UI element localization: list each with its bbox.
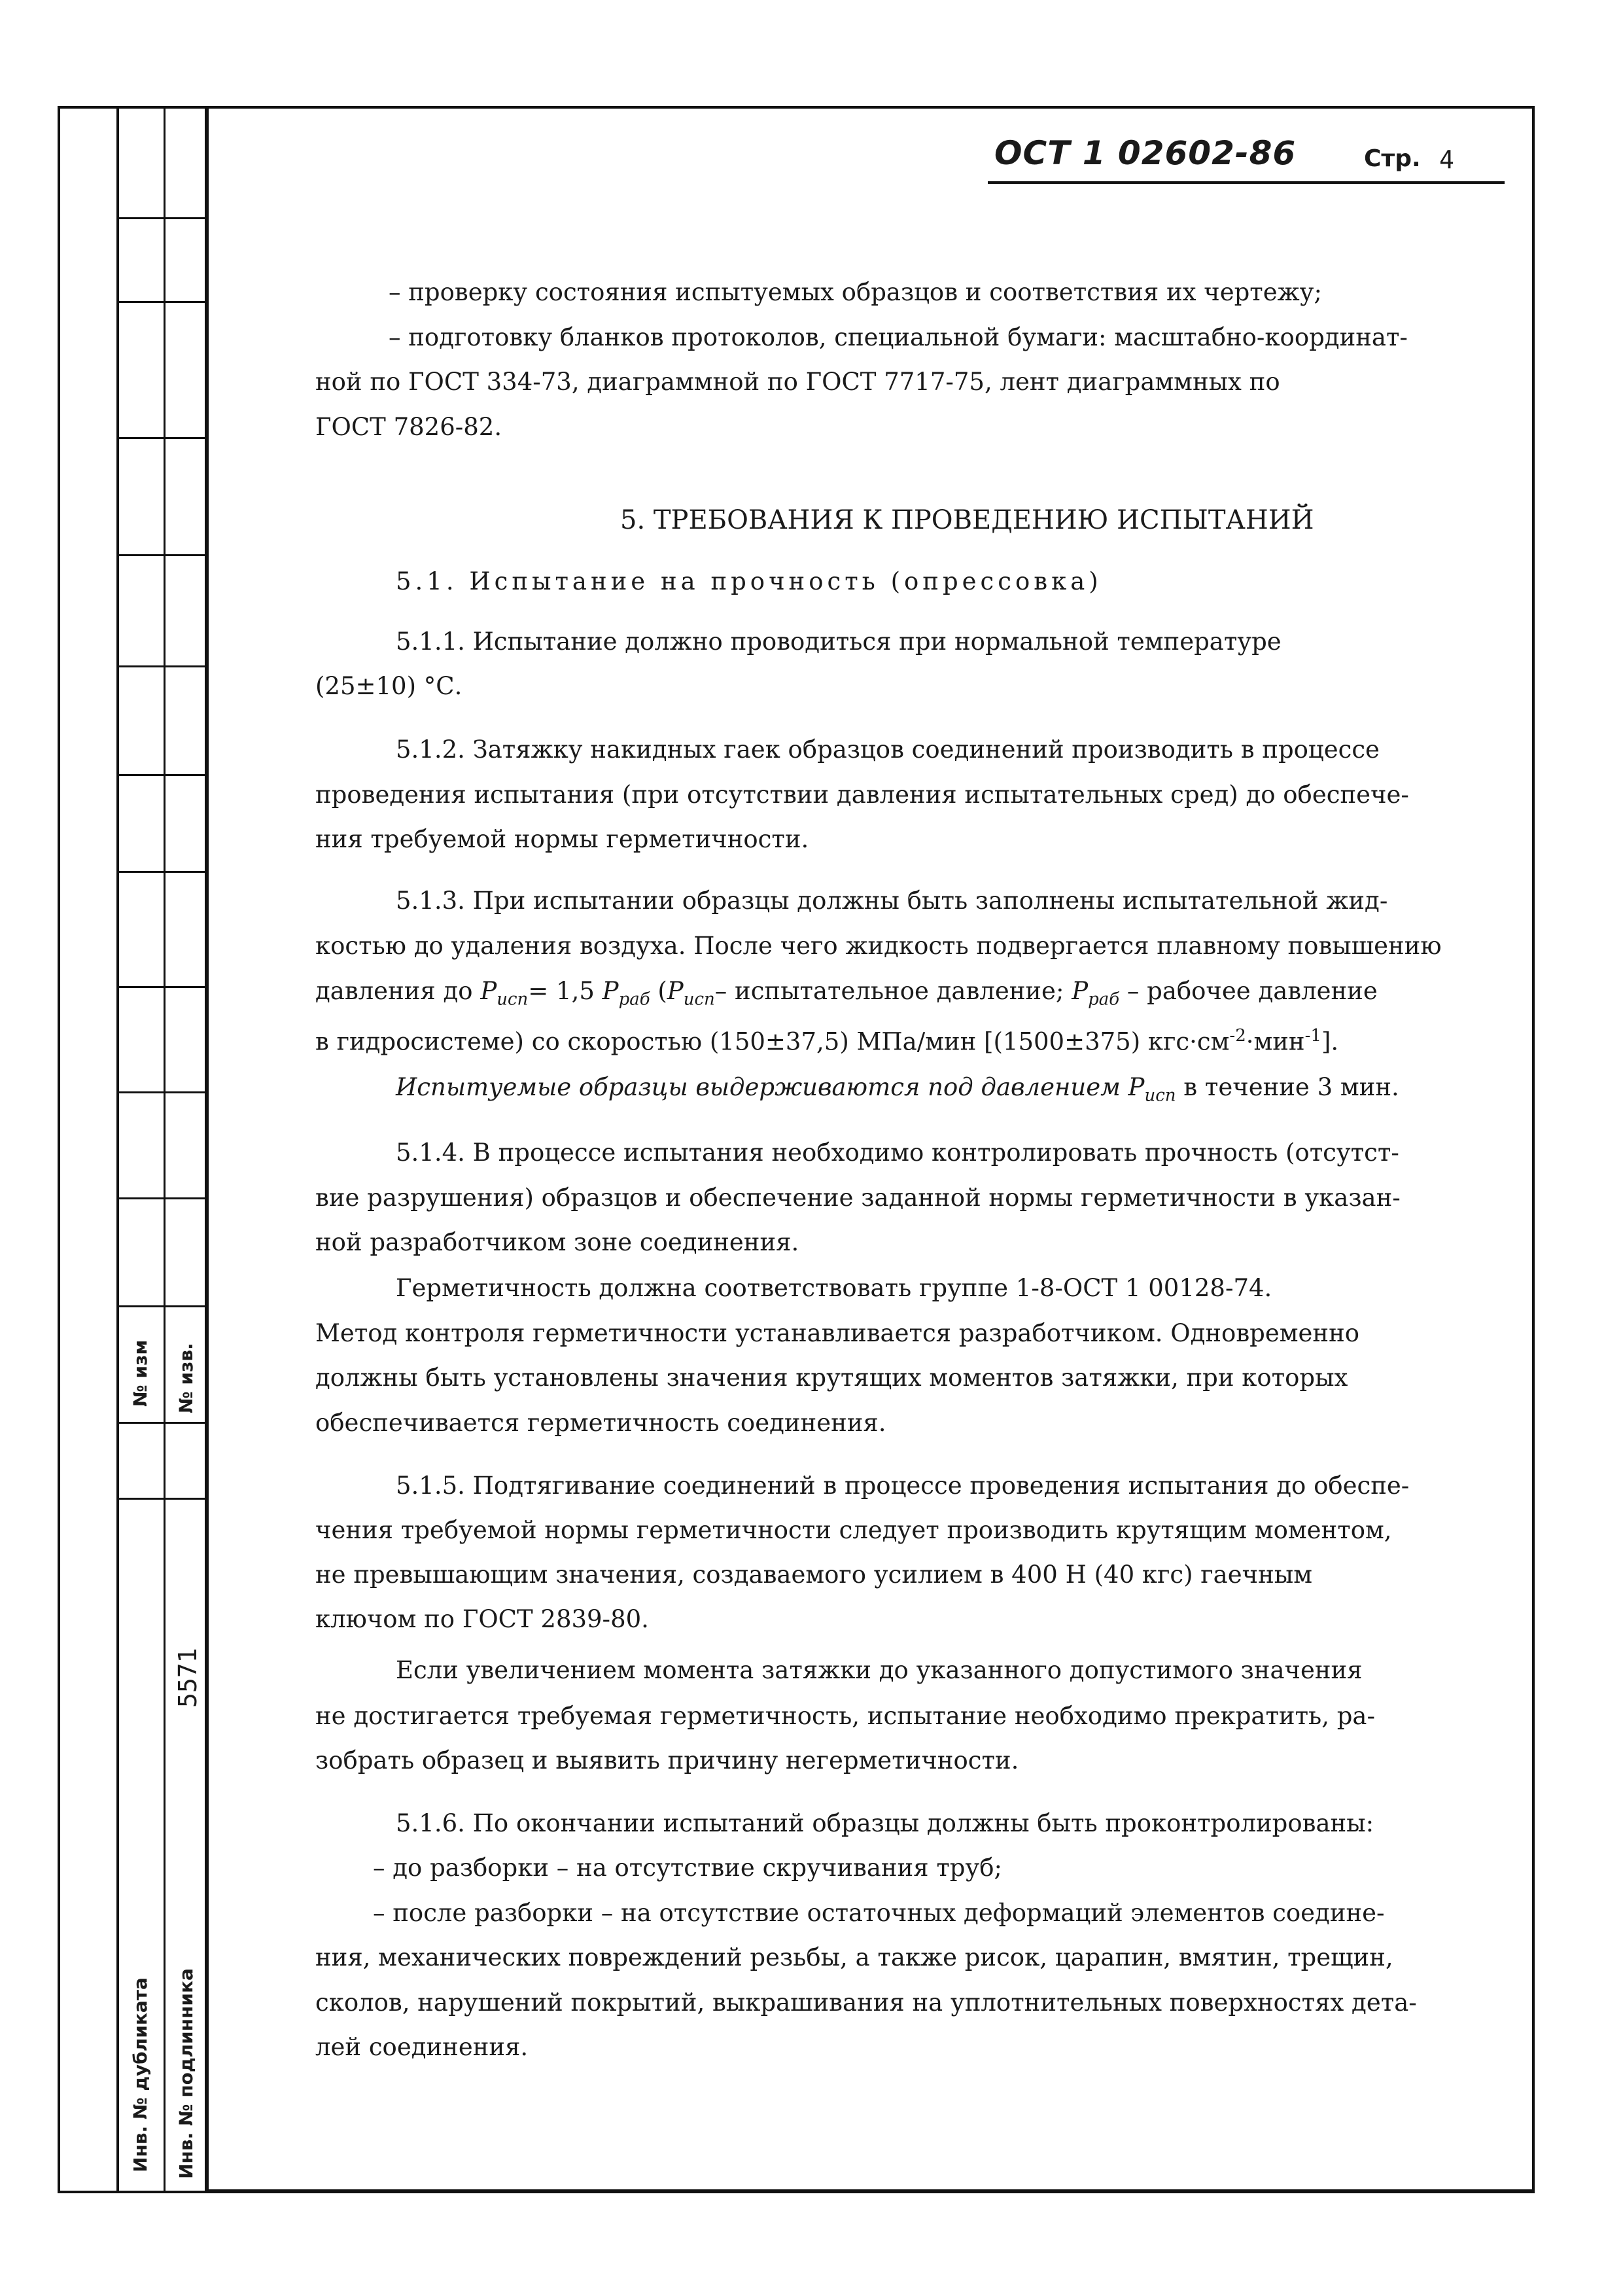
text-line: – после разборки – на отсутствие остаточных деформаций элементов соедине- (373, 1899, 1385, 1927)
izv-label: № изв. (175, 1343, 197, 1413)
text-line: ной по ГОСТ 334-73, диаграммной по ГОСТ 7717-75, лент диаграммных по (315, 368, 1280, 396)
text-line: ния требуемой нормы герметичности. (315, 825, 809, 853)
text-line: (25±10) °С. (315, 672, 462, 700)
text-line: Метод контроля герметичности устанавливается разработчиком. Одновременно (315, 1319, 1360, 1347)
text-line: лей соединения. (315, 2033, 529, 2061)
text-line: 5.1.5. Подтягивание соединений в процессе проведения испытания до обеспе- (396, 1472, 1410, 1500)
formula-line: в гидросистеме) со скоростью (150±37,5) МПа/мин [(1500±375) $кгс\cdot см^{-2}\cdot мин^{-1}$]. (315, 1026, 1339, 1056)
text-line: костью до удаления воздуха. После чего жидкость подвергается плавному повышению (315, 932, 1442, 960)
section-title: 5. ТРЕБОВАНИЯ К ПРОВЕДЕНИЮ ИСПЫТАНИЙ (620, 505, 1314, 535)
formula-line: давления до $P_{исп}= 1,5$ $P_{раб}$ ($P_{исп}-$ испытательное давление; $P_{раб}$ – рабочее давление (315, 977, 1378, 1010)
text-line: Если увеличением момента затяжки до указанного допустимого значения (396, 1656, 1363, 1684)
text-line: должны быть установлены значения крутящих моментов затяжки, при которых (315, 1364, 1348, 1392)
text-line: вие разрушения) образцов и обеспечение заданной нормы герметичности в указан- (315, 1184, 1401, 1212)
text-line: проведения испытания (при отсутствии давления испытательных сред) до обеспече- (315, 781, 1409, 809)
text-line: сколов, нарушений покрытий, выкрашивания на уплотнительных поверхностях дета- (315, 1988, 1417, 2017)
text-line: – проверку состояния испытуемых образцов и соответствия их чертежу; (389, 278, 1322, 306)
subsection-title: 5.1. Испытание на прочность (опрессовка) (396, 567, 1102, 595)
header-underline (988, 181, 1505, 184)
text-line: ключом по ГОСТ 2839-80. (315, 1605, 649, 1633)
text-line: – до разборки – на отсутствие скручивания труб; (373, 1854, 1002, 1882)
page-label: Стр. (1364, 145, 1421, 172)
text-line: 5.1.1. Испытание должно проводиться при нормальной температуре (396, 627, 1282, 656)
document-code: ОСТ 1 02602-86 (994, 134, 1297, 172)
stamp-column-divider (116, 106, 119, 2193)
text-line: 5.1.6. По окончании испытаний образцы должны быть проконтролированы: (396, 1809, 1374, 1837)
text-line: ГОСТ 7826-82. (315, 413, 502, 441)
text-line: 5.1.2. Затяжку накидных гаек образцов соединений производить в процессе (396, 735, 1380, 764)
formula-line: Испытуемые образцы выдерживаются под давлением $P_{исп}$ в течение 3 мин. (396, 1073, 1399, 1106)
text-line: ния, механических повреждений резьбы, а также рисок, царапин, вмятин, трещин, (315, 1943, 1393, 1971)
dublikat-inventory-label: Инв. № дубликата (130, 1977, 151, 2172)
text-area-bottom-border (205, 2189, 1535, 2193)
text-line: Герметичность должна соответствовать группе 1-8-ОСТ 1 00128-74. (396, 1274, 1272, 1302)
podlinnik-inventory-label: Инв. № подлинника (175, 1968, 197, 2179)
text-line: зобрать образец и выявить причину негерметичности. (315, 1746, 1019, 1775)
text-line: чения требуемой нормы герметичности следует производить крутящим моментом, (315, 1516, 1392, 1544)
text-line: 5.1.4. В процессе испытания необходимо контролировать прочность (отсутст- (396, 1139, 1399, 1167)
text-line: не достигается требуемая герметичность, испытание необходимо прекратить, ра- (315, 1702, 1375, 1730)
text-line: 5.1.3. При испытании образцы должны быть заполнены испытательной жид- (396, 887, 1388, 915)
text-line: – подготовку бланков протоколов, специальной бумаги: масштабно-координат- (389, 323, 1408, 351)
page-number: 4 (1439, 145, 1454, 174)
izm-label: № изм (130, 1339, 151, 1407)
text-line: обеспечивается герметичность соединения. (315, 1409, 886, 1437)
inventory-number: 5571 (173, 1648, 202, 1708)
text-area-left-border (205, 106, 209, 2193)
text-line: не превышающим значения, создаваемого усилием в 400 Н (40 кгс) гаечным (315, 1561, 1312, 1589)
text-line: ной разработчиком зоне соединения. (315, 1228, 799, 1256)
